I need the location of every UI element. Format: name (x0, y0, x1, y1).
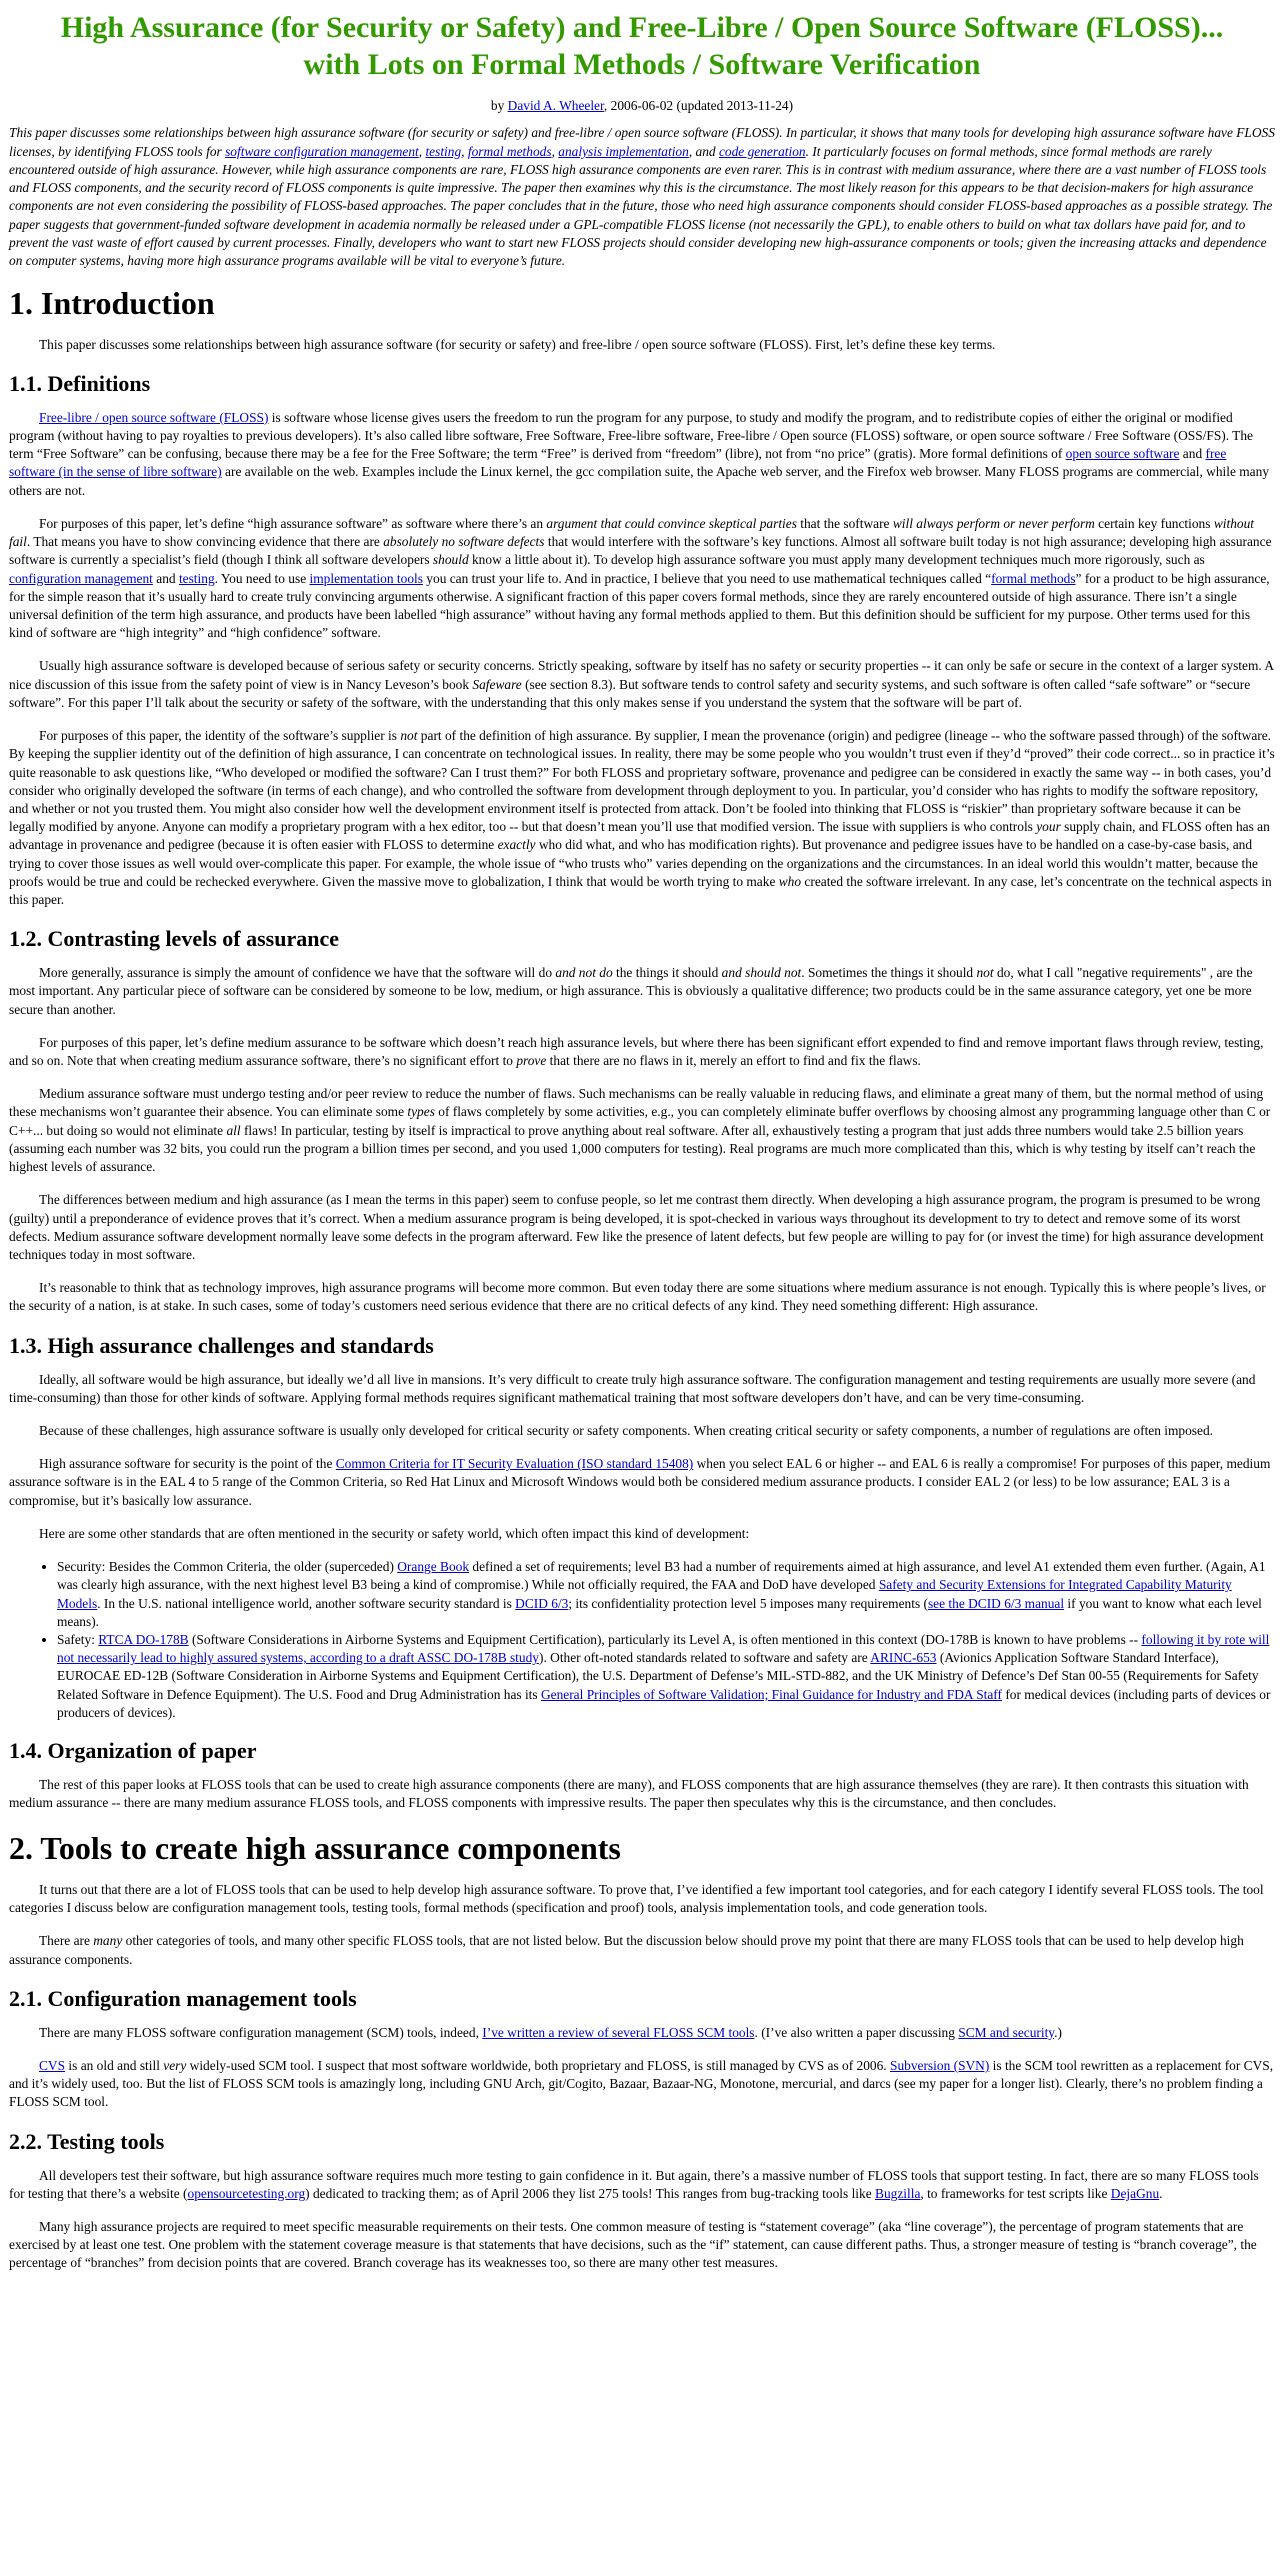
text-run: This paper discusses some relationships between high assurance software (for security or safety) and free-libre / open source software (FLOSS). In particular, it shows that many tools for developing high assurance software have FLOSS licenses, by identifying FLOSS tools for (9, 125, 1275, 159)
emphasis-text: all (226, 1122, 241, 1138)
text-run: (see section 8.3). But software tends to control safety and security systems, and such software is often called “safe software” or “secure software”. For this paper I’ll talk about the security or safety of the software, with the understanding that this only makes sense if you understand the system that the software will be part of. (9, 676, 1251, 710)
subsection-heading: 1.2. Contrasting levels of assurance (9, 926, 339, 952)
link-bugzilla[interactable]: Bugzilla (875, 2185, 921, 2201)
paragraph (9, 1371, 1275, 1407)
text-run: (Software Considerations in Airborne Systems and Equipment Certification), particularly its Level A, is often mentioned in this context (DO-178B is known to have problems -- (188, 1631, 1142, 1647)
paragraph (9, 964, 1275, 1019)
link-dejagnu[interactable]: DejaGnu (1110, 2185, 1160, 2201)
link-see-the-dcid-6-3-manual[interactable]: see the DCID 6/3 manual (927, 1595, 1065, 1611)
text-run: created the software irrelevant. In any case, let’s concentrate on the technical aspects in this paper. (9, 873, 1272, 908)
text-run: that there are no flaws in it, merely an effort to find and fix the flaws. (546, 1053, 921, 1069)
text-run: It’s reasonable to think that as technology improves, high assurance programs will become more common. But even today there are some situations where medium assurance is not enough. Typically this is where people’s lives, or the security of a nation, is at stake. In such cases, some of today’s customers need serious evidence that there are no critical defects of any kind. They need something different: High assurance. (9, 1280, 1266, 1314)
text-run: , to frameworks for test scripts like (920, 2185, 1111, 2201)
text-run: ; its confidentiality protection level 5 imposes many requirements ( (568, 1595, 928, 1611)
link-rtca-do-178b[interactable]: RTCA DO-178B (98, 1631, 189, 1647)
text-run: do, what I call "negative requirements" , are the most important. Any particular piece of software can be considered by someone to be low, medium, or high assurance. This is obviously a qualitative difference; two products could be in the same assurance category, yet one be more secure than another. (9, 965, 1253, 1017)
text-run: This paper discusses some relationships between high assurance software (for security or safety) and free-libre / open source software (FLOSS). First, let’s define these key terms. (39, 336, 996, 352)
text-run: More generally, assurance is simply the amount of confidence we have that the software will do (39, 965, 556, 981)
link-orange-book[interactable]: Orange Book (397, 1559, 470, 1575)
text-run: ). Other oft-noted standards related to software and safety are (539, 1650, 871, 1666)
link-free-libre-open-source-software-floss[interactable]: Free-libre / open source software (FLOSS) (39, 409, 269, 425)
text-run: There are (39, 1933, 94, 1949)
text-run: There are many FLOSS software configuration management (SCM) tools, indeed, (39, 2024, 483, 2040)
text-run: High assurance software for security is the point of the (39, 1456, 336, 1472)
text-run: . Sometimes the things it should (801, 965, 977, 981)
emphasis-text: very (163, 2057, 187, 2073)
emphasis-text: absolutely no software defects (383, 534, 545, 550)
byline (9, 97, 1275, 115)
text-run: Because of these challenges, high assurance software is usually only developed for critical security or safety components. When creating critical security or safety components, a number of regulations are often imposed. (39, 1423, 1214, 1439)
text-run: defined a set of requirements; level B3 had a number of requirements aimed at high assurance, and level A1 extended them even further. (Again, A1 was clearly high assurance, with the next highest level B3 being a kind of compromise.) While not officially required, the FAA and DoD have developed (57, 1559, 1266, 1593)
text-run: Ideally, all software would be high assurance, but ideally we’d all live in mansions. It’s very difficult to create truly high assurance software. The configuration management and testing requirements are usually more severe (and time-consuming) than those for other kinds of software. Applying formal methods requires significant mathematical training that most software developers don’t have, and can be very time-consuming. (9, 1371, 1256, 1405)
link-software-configuration-management[interactable]: software configuration management (225, 143, 419, 159)
link-subversion-svn[interactable]: Subversion (SVN) (890, 2057, 990, 2073)
paragraph (9, 1776, 1275, 1812)
paragraph (9, 1085, 1275, 1176)
link-configuration-management[interactable]: configuration management (9, 570, 153, 586)
emphasis-text: types (407, 1104, 435, 1120)
text-run: if you want to know what each level means). (57, 1595, 1262, 1629)
emphasis-text: without fail (9, 515, 1255, 550)
link-i-ve-written-a-review-of-several-floss-s[interactable]: I’ve written a review of several FLOSS SCM tools (482, 2024, 755, 2040)
link-open-source-software[interactable]: open source software (1065, 446, 1180, 462)
title-line-1: High Assurance (for Security or Safety) and Free-Libre / Open Source Software (FLOSS)... (60, 11, 1224, 44)
list-item (57, 1631, 1275, 1722)
text-run: and (152, 570, 179, 586)
text-run: flaws! In particular, testing by itself is impractical to prove anything about real software. After all, exhaustively testing a program that just adds three numbers would take 2.5 billion years (assuming each number was 32 bits, you could run the program a billion times per second, and you used 1,000 computers for testing). Real programs are much more complicated than this, which is why testing by itself can’t reach the highest levels of assurance. (9, 1122, 1256, 1175)
article-body (9, 282, 1275, 2272)
paragraph (9, 2218, 1275, 2273)
paragraph (9, 1932, 1275, 1968)
link-analysis-implementation[interactable]: analysis implementation (558, 143, 689, 159)
link-implementation-tools[interactable]: implementation tools (309, 570, 423, 586)
paragraph (9, 2167, 1275, 2203)
text-run: that the software (796, 515, 893, 531)
link-common-criteria-for-it-security-evaluati[interactable]: Common Criteria for IT Security Evaluation (ISO standard 15408) (335, 1456, 694, 1472)
text-run: For purposes of this paper, let’s define “high assurance software” as software where there’s an (39, 515, 547, 531)
text-run: that would interfere with the software’s key functions. Almost all software built today is not high assurance; developing high assurance software is currently a specialist’s field (though I think all software developers (9, 534, 1272, 568)
list-item (57, 1558, 1275, 1631)
link-following-it-by-rote-will-not-necessaril[interactable]: following it by rote will not necessarily lead to highly assured systems, according to a draft ASSC DO-178B study (57, 1631, 1270, 1666)
author-link[interactable]: David A. Wheeler (507, 98, 604, 114)
paragraph (9, 1279, 1275, 1315)
text-run: , (418, 143, 426, 159)
link-free-software-in-the-sense-of-libre-soft[interactable]: free software (in the sense of libre software) (9, 446, 1227, 480)
text-run: (Avionics Application Software Standard Interface), EUROCAE ED-12B (Software Consideration in Airborne Systems and Equipment Certification), the U.S. Department of Defense’s MIL-STD-882, and the UK Ministry of Defence’s Def Stan 00-55 (Requirements for Safety Related Software in Defence Equipment). The U.S. Food and Drug Administration has its (57, 1650, 1259, 1702)
emphasis-text: your (1036, 819, 1061, 835)
link-scm-and-security[interactable]: SCM and security (958, 2024, 1055, 2040)
subsection-heading: 1.1. Definitions (9, 370, 151, 396)
page-title (19, 10, 1265, 83)
emphasis-text: who (778, 873, 802, 889)
link-cvs[interactable]: CVS (39, 2057, 66, 2073)
paragraph (9, 1191, 1275, 1264)
link-general-principles-of-software-validatio[interactable]: General Principles of Software Validation; Final Guidance for Industry and FDA Staff (540, 1686, 1002, 1702)
emphasis-text: prove (516, 1053, 547, 1069)
text-run: The rest of this paper looks at FLOSS tools that can be used to create high assurance components (there are many), and FLOSS components that are high assurance themselves (they are rare). It then contrasts this situation with medium assurance -- there are many medium assurance FLOSS tools, and FLOSS components with impressive results. The paper then speculates why this is the circumstance, and then concludes. (9, 1776, 1249, 1811)
text-run: , (461, 143, 468, 159)
text-run: , (551, 143, 559, 159)
text-run: . (I’ve also written a paper discussing (754, 2024, 959, 2040)
text-run: who did what, and who has modification rights). But provenance and pedigree issues have to be handled on a case-by-case basis, and trying to cover those issues as well would over-complicate this paper. For example, the whole issue of “who trusts who” varies depending on the organizations and the circumstances. In an ideal world this wouldn’t matter, because the proofs would be true and could be rechecked everywhere. Given the massive move to globalization, I think that would be worth trying to make (9, 837, 1258, 889)
paragraph (9, 727, 1275, 909)
text-run: and (1179, 446, 1206, 462)
emphasis-text: should (432, 552, 469, 568)
subsection-heading: 1.4. Organization of paper (9, 1738, 257, 1764)
paragraph (9, 1422, 1275, 1440)
abstract (9, 124, 1275, 270)
text-run: is the SCM tool rewritten as a replacement for CVS, and it’s widely used, too. But the list of FLOSS SCM tools is amazingly long, including GNU Arch, git/Cogito, Bazaar, Bazaar-NG, Monotone, mercurial, and darcs (see my paper for a longer list). Clearly, there’s no problem finding a FLOSS SCM tool. (9, 2057, 1274, 2110)
text-run: It turns out that there are a lot of FLOSS tools that can be used to help develop high assurance software. To prove that, I’ve identified a few important tool categories, and for each category I identify several FLOSS tools. The tool categories I discuss below are configuration management tools, testing tools, formal methods (specification and proof) tools, analysis implementation tools, and code generation tools. (9, 1881, 1264, 1916)
text-run: . It particularly focuses on formal methods, since formal methods are rarely encountered outside of high assurance. However, while high assurance components are rare, FLOSS high assurance components are even rarer. This is in contrast with medium assurance, where there are a vast number of FLOSS tools and FLOSS components, and the security record of FLOSS components is quite impressive. The paper then examines why this is the circumstance. The most likely reason for this appears to be that decision-makers for high assurance components are not even considering the possibility of FLOSS-based approaches. The paper concludes that in the future, those who need high assurance components should consider FLOSS-based approaches as a possible strategy. The paper suggests that government-funded software development in academia normally be released under a GPL-compatible FLOSS license (not necessarily the GPL), to enable others to build on what tax dollars have paid for, and to prevent the vast waste of effort caused by current processes. Finally, developers who want to start new FLOSS projects should consider developing new high-assurance components or tools; given the increasing attacks and dependence on computer systems, having more high assurance programs available will be vital to everyone’s future. (9, 143, 1273, 268)
paragraph (9, 336, 1275, 354)
byline-by: by (490, 98, 508, 114)
text-run: . You need to use (214, 570, 310, 586)
text-run: .) (1054, 2024, 1062, 2040)
text-run: Medium assurance software must undergo testing and/or peer review to reduce the number of flaws. Such mechanisms can be really valuable in reducing flaws, and eliminate a great many of them, but the normal method of using these mechanisms won’t guarantee their absence. You can eliminate some (9, 1086, 1264, 1120)
text-run: Usually high assurance software is developed because of serious safety or security concerns. Strictly speaking, software by itself has no safety or security properties -- it can only be safe or secure in the context of a larger system. A nice discussion of this issue from the safety point of view is in Nancy Leveson’s book (9, 658, 1274, 692)
subsection-heading: 2.2. Testing tools (9, 2128, 165, 2154)
paragraph (9, 657, 1275, 712)
byline-date: , 2006-06-02 (updated 2013-11-24) (603, 98, 794, 114)
link-opensourcetesting-org[interactable]: opensourcetesting.org (187, 2185, 306, 2201)
text-run: . That means you have to show convincing evidence that there are (26, 534, 384, 550)
text-run: ” for a product to be high assurance, for the simple reason that it’s usually hard to create truly convincing arguments otherwise. A significant fraction of this paper covers formal methods, since they are rarely encountered outside of high assurance. There isn’t a single universal definition of the term high assurance, and products have been labelled “high assurance” without having any formal methods applied to them. But this definition should be sufficient for my purpose. Other terms used for this kind of software are “high integrity” and “high confidence” software. (9, 570, 1270, 641)
text-run: certain key functions (1094, 515, 1214, 531)
link-dcid-6-3[interactable]: DCID 6/3 (515, 1595, 569, 1611)
bullet-list (9, 1558, 1275, 1722)
text-run: the things it should (612, 965, 722, 981)
title-line-2: with Lots on Formal Methods / Software Verification (303, 47, 981, 81)
text-run: All developers test their software, but high assurance software requires much more testing to gain confidence in it. But again, there’s a massive number of FLOSS tools that support testing. In fact, there are so many FLOSS tools for testing that there’s a website ( (9, 2167, 1259, 2201)
paragraph (9, 1455, 1275, 1510)
paragraph (9, 409, 1275, 500)
text-run: is an old and still (65, 2057, 164, 2073)
emphasis-text: not (400, 728, 418, 744)
text-run: for medical devices (including parts of devices or producers of devices). (57, 1686, 1271, 1720)
emphasis-text: will always perform or never perform (892, 515, 1095, 531)
text-run: widely-used SCM tool. I suspect that most software worldwide, both proprietary and FLOSS, is still managed by CVS as of 2006. (186, 2057, 890, 2073)
link-safety-and-security-extensions-for-integ[interactable]: Safety and Security Extensions for Integrated Capability Maturity Models (57, 1577, 1232, 1611)
link-formal-methods[interactable]: formal methods (991, 570, 1076, 586)
text-run: know a little about it). To develop high assurance software you must apply many development techniques much more rigorously, such as (468, 552, 1205, 568)
text-run: are available on the web. Examples include the Linux kernel, the gcc compilation suite, the Apache web server, and the Firefox web browser. Many FLOSS programs are commercial, while many others are not. (9, 464, 1270, 498)
link-testing[interactable]: testing (425, 143, 462, 159)
paragraph (9, 515, 1275, 643)
emphasis-text: many (93, 1933, 123, 1949)
text-run: you can trust your life to. And in practice, I believe that you need to use mathematical techniques called “ (422, 570, 992, 586)
emphasis-text: exactly (497, 837, 536, 853)
section-heading: 1. Introduction (9, 285, 215, 322)
link-code-generation[interactable]: code generation (718, 143, 806, 159)
text-run: when you select EAL 6 or higher -- and EAL 6 is really a compromise! For purposes of this paper, medium assurance software is in the EAL 4 to 5 range of the Common Criteria, so Red Hat Linux and Microsoft Windows would both be considered medium assurance products. I consider EAL 2 (or less) to be low assurance; EAL 3 is a compromise, but it’s basically low assurance. (9, 1456, 1271, 1508)
text-run: supply chain, and FLOSS often has an advantage in provenance and pedigree (because it is often easier with FLOSS to determine (9, 819, 1270, 853)
link-arinc-653[interactable]: ARINC-653 (870, 1650, 937, 1666)
text-run: . (1159, 2185, 1163, 2201)
paragraph (9, 2057, 1275, 2112)
text-run: For purposes of this paper, let’s define medium assurance to be software which doesn’t reach high assurance levels, but where there has been significant effort expended to find and remove important flaws through review, testing, and so on. Note that when creating medium assurance software, there’s no significant effort to (9, 1034, 1264, 1069)
paragraph (9, 2024, 1275, 2042)
text-run: of flaws completely by some activities, e.g., you can completely eliminate buffer overflows by choosing almost any programming language other than C or C++... but doing so would not eliminate (9, 1104, 1271, 1138)
link-formal-methods[interactable]: formal methods (467, 143, 552, 159)
paragraph (9, 1881, 1275, 1917)
text-run: other categories of tools, and many other specific FLOSS tools, that are not listed below. But the discussion below should prove my point that there are many FLOSS tools that can be used to help develop high assurance components. (9, 1933, 1244, 1967)
paragraph (9, 1525, 1275, 1543)
text-run: Here are some other standards that are often mentioned in the security or safety world, which often impact this kind of development: (39, 1525, 750, 1541)
text-run: is software whose license gives users the freedom to run the program for any purpose, to study and modify the program, and to redistribute copies of either the original or modified program (without having to pay royalties to previous developers). It’s also called libre software, Free Software, Free-libre software, Free-libre / Open source (FLOSS) software, or open source software / Free Software (OSS/FS). The term “Free Software” can be confusing, because there may be a fee for the Free Software; the term “Free” is derived from “freedom” (libre), not from “no price” (gratis). More formal definitions of (9, 409, 1253, 462)
text-run: For purposes of this paper, the identity of the software’s supplier is (39, 728, 401, 744)
text-run: Safety: (57, 1631, 99, 1647)
emphasis-text: argument that could convince skeptical parties (546, 515, 797, 531)
emphasis-text: and should not (721, 965, 802, 981)
subsection-heading: 2.1. Configuration management tools (9, 1985, 357, 2011)
text-run: part of the definition of high assurance. By supplier, I mean the provenance (origin) and pedigree (lineage -- who the software passed through) of the software. By keeping the supplier identity out of the definition of high assurance, I can concentrate on technological issues. In reality, there may be some people who you wouldn’t trust even if they’d “proved” their code correct... so in practice it’s quite reasonable to ask questions like, “Who developed or modified the software? Can I trust them?” For both FLOSS and proprietary software, provenance and pedigree can be considered in exactly the same way -- in both cases, you’d consider who originally developed the software (in terms of each change), and who controlled the software from development through deployment to you. In particular, you’d consider who has rights to modify the software repository, and whether or not you trusted them. You might also consider how well the development environment itself is protected from attack. Don’t be fooled into thinking that FLOSS is “riskier” than proprietary software because it can be legally modified by anyone. Anyone can modify a proprietary program with a hex editor, too -- but that doesn’t mean you’ll use that modified version. The issue with suppliers is who controls (9, 728, 1275, 835)
text-run: ) dedicated to tracking them; as of April 2006 they list 275 tools! This ranges from bug-tracking tools like (305, 2185, 876, 2201)
subsection-heading: 1.3. High assurance challenges and standards (9, 1332, 434, 1358)
text-run: Many high assurance projects are required to meet specific measurable requirements on their tests. One common measure of testing is “statement coverage” (aka “line coverage”), the percentage of program statements that are exercised by at least one test. One problem with the statement coverage measure is that statements that have decisions, such as the “if” statement, can cause different paths. Thus, a stronger measure of testing is “branch coverage”, the percentage of “branches” from decision points that are covered. Branch coverage has its weaknesses too, so there are many other test measures. (9, 2218, 1257, 2271)
text-run: Security: Besides the Common Criteria, the older (superceded) (57, 1559, 398, 1575)
paragraph (9, 1034, 1275, 1070)
section-heading: 2. Tools to create high assurance components (9, 1830, 621, 1867)
text-run: , and (688, 143, 719, 159)
link-testing[interactable]: testing (178, 570, 215, 586)
emphasis-text: not (976, 965, 994, 981)
text-run: . In the U.S. national intelligence world, another software security standard is (97, 1595, 516, 1611)
emphasis-text: and not do (555, 965, 613, 981)
emphasis-text: Safeware (472, 676, 522, 692)
text-run: The differences between medium and high assurance (as I mean the terms in this paper) seem to confuse people, so let me contrast them directly. When developing a high assurance program, the program is presumed to be wrong (guilty) until a preponderance of evidence proves that it’s correct. When a medium assurance program is being developed, it is spot-checked in various ways throughout its development to try to detect and remove some of its worst defects. Medium assurance software development normally leave some defects in the program afterward. Few like the presence of latent defects, but few people are willing to pay for (or invest the time) for high assurance development techniques today in most software. (9, 1192, 1264, 1263)
